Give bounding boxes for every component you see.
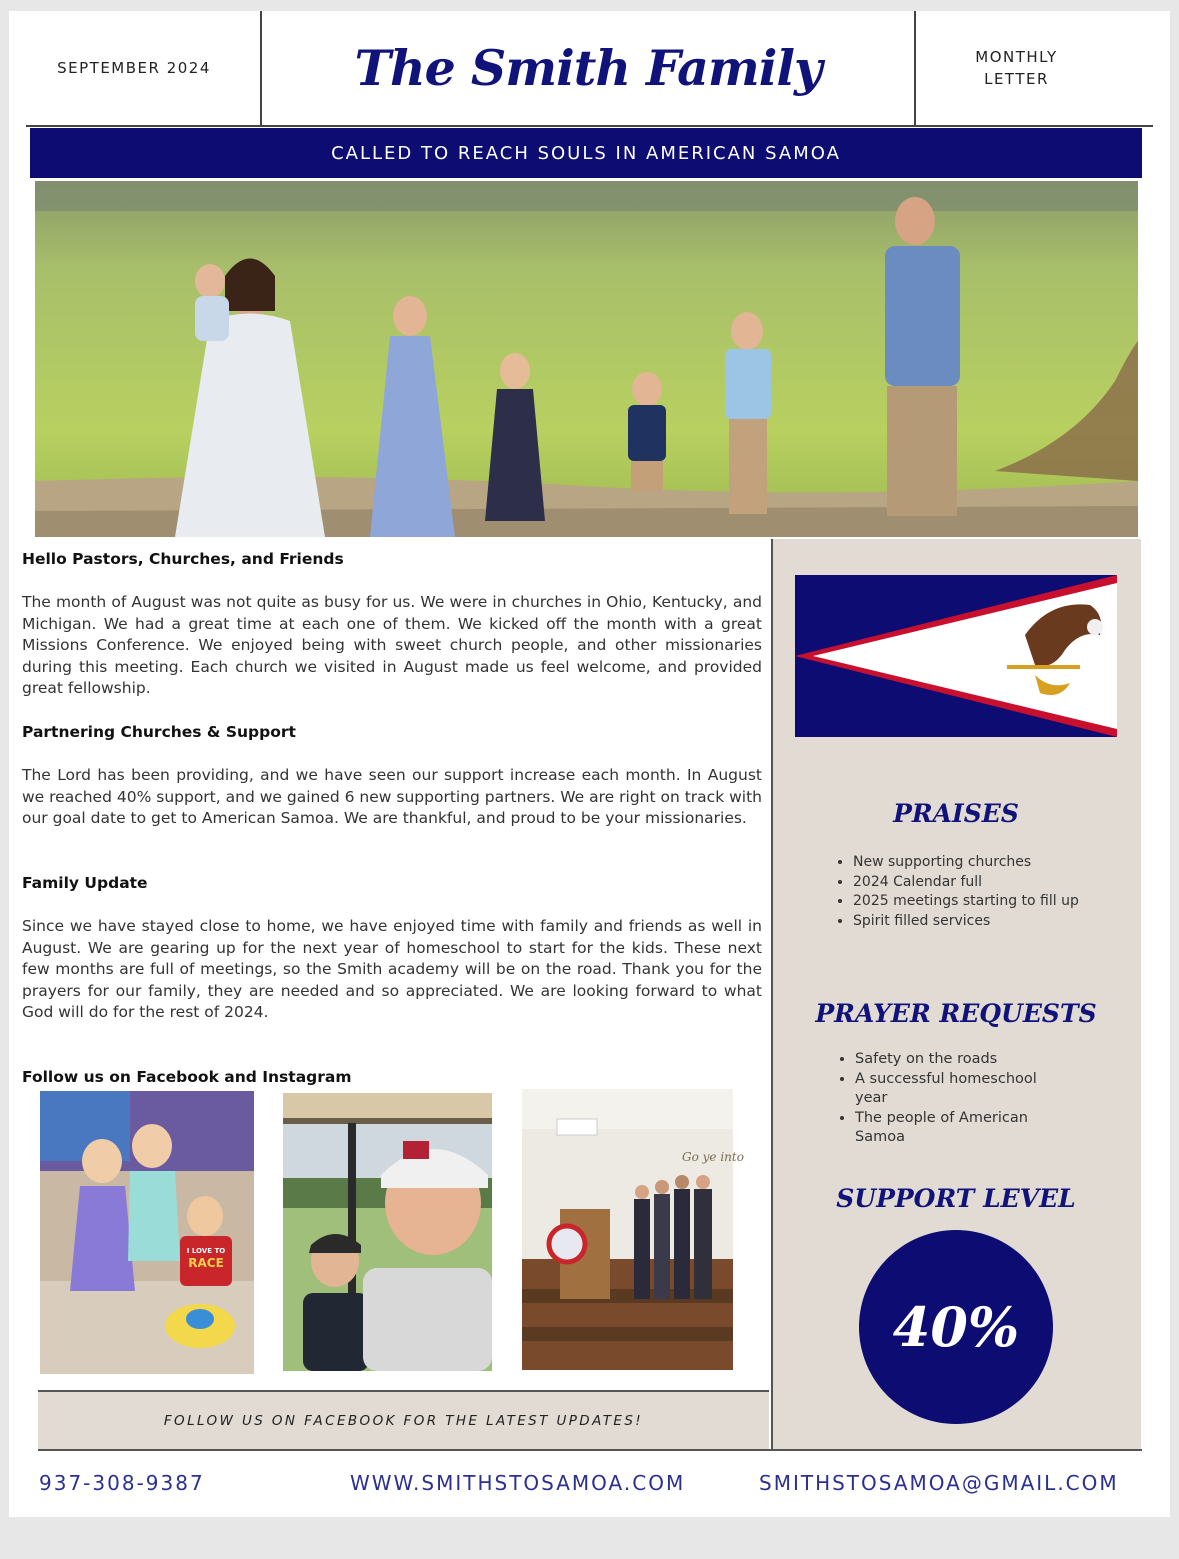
mission-banner: CALLED TO REACH SOULS IN AMERICAN SAMOA [30, 128, 1142, 178]
bottom-divider [38, 1449, 1142, 1451]
list-item: • Safety on the roads [855, 1050, 1065, 1070]
kids-photo [40, 1091, 254, 1374]
social-heading: Follow us on Facebook and Instagram [22, 1068, 352, 1086]
letter-type-line1: MONTHLY [975, 48, 1058, 66]
letter-type-line2: LETTER [984, 70, 1049, 88]
praises-list [835, 853, 1083, 931]
list-item: • Spirit filled services [853, 912, 1083, 932]
american-samoa-flag [795, 575, 1117, 737]
list-item: • The people of American Samoa [855, 1109, 1065, 1148]
masthead [260, 11, 916, 125]
list-item: • A successful homeschool year [855, 1070, 1065, 1109]
praises-title: PRAISES [893, 799, 1019, 828]
list-item: • New supporting churches [853, 853, 1083, 873]
support-body: The Lord has been providing, and we have seen our support increase each month. In August we reached 40% support, and we gained 6 new supporting partners. We are right on track with our goal date to get to American Samoa. We are thankful, and proud to be your missionaries. [22, 766, 762, 828]
family-heading: Family Update [22, 874, 148, 892]
footer-website[interactable]: WWW.SMITHSTOSAMOA.COM [350, 1471, 686, 1495]
church-photo [522, 1089, 744, 1370]
shirt-text: I LOVE TO [186, 1247, 226, 1255]
footer-email[interactable]: SMITHSTOSAMOA@GMAIL.COM [759, 1471, 1119, 1495]
letter-type [914, 11, 1119, 125]
list-item: • 2024 Calendar full [853, 873, 1083, 893]
page-title: The Smith Family [354, 39, 822, 97]
newsletter-page [9, 11, 1170, 1517]
support-title: SUPPORT LEVEL [836, 1184, 1076, 1213]
support-heading: Partnering Churches & Support [22, 723, 296, 741]
shirt-text-2: RACE [188, 1256, 224, 1270]
issue-date: SEPTEMBER 2024 [57, 59, 211, 77]
family-body: Since we have stayed close to home, we have enjoyed time with family and friends as well in August. We are gearing up for the next year of homeschool to start for the kids. These next few months are full of meetings, so the Smith academy will be on the road. Thank you for the prayers for our family, they are needed and so appreciated. We are looking forward to what God will do for the rest of 2024. [22, 917, 762, 1022]
family-photo [35, 181, 1138, 537]
prayer-title: PRAYER REQUESTS [815, 999, 1097, 1028]
greeting-body: The month of August was not quite as busy for us. We were in churches in Ohio, Kentucky, and Michigan. We had a great time at each one of them. We kicked off the month with a great Missions Conference. We enjoyed being with sweet church people, and other missionaries during this meeting. Each church we visited in August made us feel welcome, and provided great fellowship. [22, 593, 762, 698]
support-value: 40% [892, 1295, 1020, 1359]
wall-verse-text: Go ye into [682, 1150, 744, 1164]
follow-bar: FOLLOW US ON FACEBOOK FOR THE LATEST UPDATES! [38, 1390, 769, 1450]
header-divider [26, 125, 1153, 127]
support-level-badge [859, 1230, 1053, 1424]
cart-photo [283, 1093, 492, 1371]
list-item: • 2025 meetings starting to fill up [853, 892, 1083, 912]
footer-phone[interactable]: 937-308-9387 [39, 1471, 205, 1495]
greeting-heading: Hello Pastors, Churches, and Friends [22, 550, 344, 568]
prayer-list [837, 1050, 1065, 1148]
